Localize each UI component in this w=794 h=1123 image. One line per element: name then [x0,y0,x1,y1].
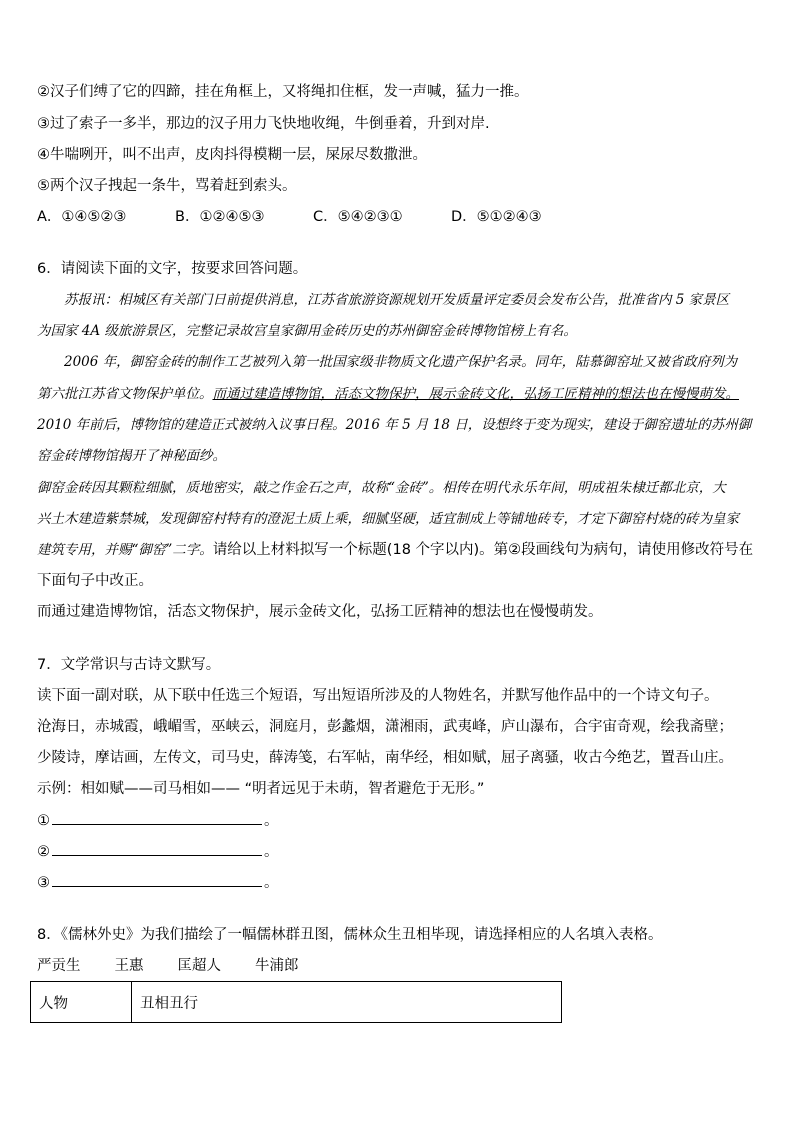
q5-sentence-5: ⑤两个汉子拽起一条牛，骂着赶到索头。 [37,178,297,194]
q5-sentence-2: ②汉子们缚了它的四蹄，挂在角框上，又将绳扣住框，发一声喊，猛力一推。 [37,84,529,100]
blank-line-3[interactable] [52,872,262,887]
q8-heading: 8．《儒林外史》为我们描绘了一幅儒林群丑图，儒林众生丑相毕现，请选择相应的人名填入表格。 [37,927,663,943]
blank-line-2[interactable] [52,841,262,856]
para3-end: 建筑专用，并赐“御窑”二字。 [37,542,213,558]
para2-plain: 第六批江苏省文物保护单位。 [37,386,213,402]
name-niu-pulang: 牛浦郎 [255,958,299,974]
blank-end-3: 。 [264,875,279,891]
blank-line-1[interactable] [52,810,262,825]
q6-sentence: 而通过建造博物馆，活态文物保护，展示金砖文化，弘扬工匠精神的想法也在慢慢萌发。 [37,604,603,620]
blank-end-2: 。 [264,844,279,860]
option-d: D．⑤①②④③ [451,209,542,225]
q6-para1-line1: 苏报讯：相城区有关部门日前提供消息，江苏省旅游资源规划开发质量评定委员会发布公告，批准省内 5 家景区 [64,292,730,308]
name-yan-gongsheng: 严贡生 [37,958,81,974]
q6-question: 请给以上材料拟写一个标题(18 个字以内)。第②段画线句为病句，请使用修改符号在 [212,542,754,558]
option-c: C．⑤④②③① [313,209,403,225]
q6-para3-line2: 兴土木建造紫禁城，发现御窑村特有的澄泥土质上乘，细腻坚硬，适宜制成上等铺地砖专，才定下御窑村烧的砖为皇家 [37,511,739,527]
q6-question-cont: 下面句子中改正。 [37,573,153,589]
answer-table [30,981,562,1023]
q8-names [37,955,333,977]
q5-options [37,206,542,228]
underlined-sentence: 而通过建造博物馆，活态文物保护，展示金砖文化，弘扬工匠精神的想法也在慢慢萌发。 [212,386,739,402]
q6-para1-line2: 为国家 4A 级旅游景区，完整记录故宫皇家御用金砖历史的苏州御窑金砖博物馆榜上有名。 [37,323,577,339]
q6-para2-line4: 窑金砖博物馆揭开了神秘面纱。 [37,448,226,464]
blank-end-1: 。 [264,813,279,829]
table-header-behavior: 丑相丑行 [132,982,562,1023]
couplet-lower: 少陵诗，摩诘画，左传文，司马史，薛涛笺，右军帖，南华经，相如赋，屈子离骚，收古今绝艺，置吾山庄。 [37,750,733,766]
q6-para2-line1: 2006 年，御窑金砖的制作工艺被列入第一批国家级非物质文化遗产保护名录。同年，陆慕御窑址又被省政府列为 [64,354,738,370]
q6-heading: 6．请阅读下面的文字，按要求回答问题。 [37,261,308,277]
option-b: B．①②④⑤③ [175,209,265,225]
q7-instruction: 读下面一副对联，从下联中任选三个短语，写出短语所涉及的人物姓名，并默写他作品中的一个诗文句子。 [37,688,719,704]
blank-number-1: ① [37,813,50,829]
q5-sentence-3: ③过了索子一多半，那边的汉子用力飞快地收绳，牛倒垂着，升到对岸. [37,116,490,132]
q6-para3-line1: 御窑金砖因其颗粒细腻，质地密实，敲之作金石之声，故称“金砖”。相传在明代永乐年间，明成祖朱棣迁都北京，大 [37,480,726,496]
blank-number-3: ③ [37,875,50,891]
q6-para2-line3: 2010 年前后，博物馆的建造正式被纳入议事日程。2016 年 5 月 18 日，设想终于变为现实，建设于御窑遗址的苏州御 [37,417,752,433]
blank-number-2: ② [37,844,50,860]
table-header-person: 人物 [31,982,132,1023]
table-row [31,982,562,1023]
q6-para2-line2 [37,383,739,405]
q6-para3-line3 [37,539,753,561]
q5-sentence-4: ④牛喘咧开，叫不出声，皮肉抖得模糊一层，屎尿尽数撒泄。 [37,147,427,163]
answer-blank-2[interactable] [37,841,279,863]
answer-blank-1[interactable] [37,810,279,832]
couplet-upper: 沧海日，赤城霞，峨嵋雪，巫峡云，洞庭月，彭蠡烟，潇湘雨，武夷峰，庐山瀑布，合宇宙奇观，绘我斋壁； [37,719,733,735]
option-a: A．①④⑤②③ [37,209,127,225]
name-wang-hui: 王惠 [114,958,144,974]
name-kuang-chaoren: 匡超人 [177,958,221,974]
q7-example: 示例：相如赋——司马相如—— “明者远见于未萌，智者避危于无形。” [37,781,485,797]
q7-heading: 7．文学常识与古诗文默写。 [37,657,221,673]
answer-blank-3[interactable] [37,872,279,894]
